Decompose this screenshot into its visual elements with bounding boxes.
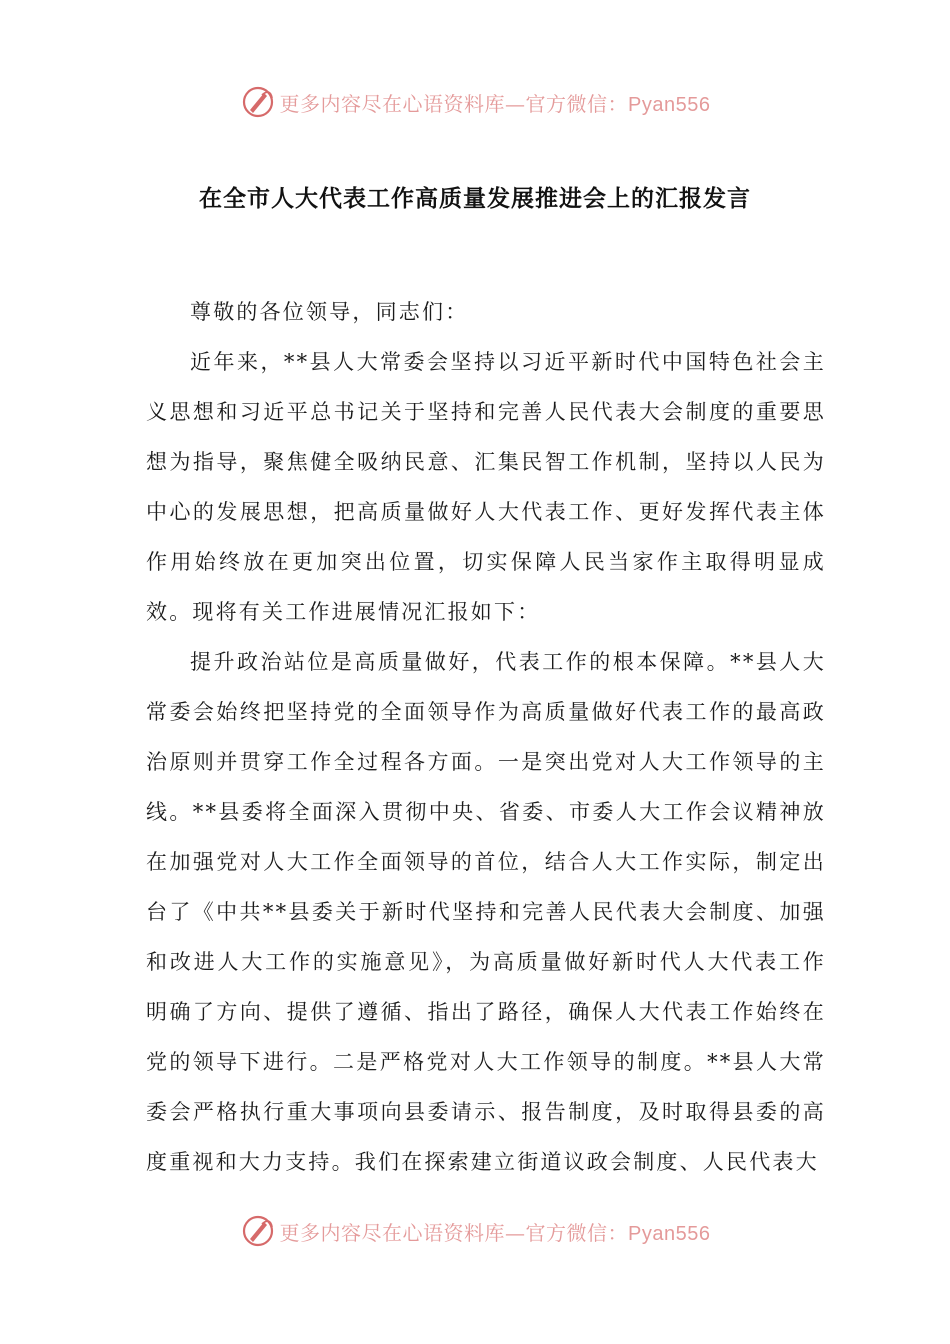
paragraph: 提升政治站位是高质量做好，代表工作的根本保障。**县人大常委会始终把坚持党的全面领导作为高质量做好代表工作的最高政治原则并贯穿工作全过程各方面。一是突出党对人大工作领导的主线。**县委将全面深入贯彻中央、省委、市委人大工作会议精神放在加强党对人大工作全面领导的首位，结合人大工作实际，制定出台了《中共**县委关于新时代坚持和完善人民代表大会制度、加强和改进人大工作的实施意见》，为高质量做好新时代人大代表工作明确了方向、提供了遵循、指出了路径，确保人大代表工作始终在党的领导下进行。二是严格党对人大工作领导的制度。**县人大常委会严格执行重大事项向县委请示、报告制度，及时取得县委的高度重视和大力支持。我们在探索建立街道议政会制度、人民代表大 bbox=[146, 650, 826, 1174]
watermark-text: 更多内容尽在心语资料库—官方微信：Pyan556 bbox=[279, 1220, 711, 1245]
pen-circle-logo-icon bbox=[240, 84, 276, 120]
footer-watermark bbox=[0, 1209, 950, 1253]
salutation: 尊敬的各位领导，同志们： bbox=[190, 300, 469, 324]
watermark-wechat-id: Pyan556 bbox=[628, 1222, 711, 1245]
watermark-wechat-id: Pyan556 bbox=[628, 93, 711, 116]
document-title: 在全市人大代表工作高质量发展推进会上的汇报发言 bbox=[199, 185, 751, 212]
document-body bbox=[146, 287, 826, 1187]
watermark-text: 更多内容尽在心语资料库—官方微信：Pyan556 bbox=[279, 91, 711, 116]
pen-circle-logo-icon bbox=[240, 1213, 276, 1249]
header-watermark bbox=[0, 80, 950, 124]
paragraph: 近年来，**县人大常委会坚持以习近平新时代中国特色社会主义思想和习近平总书记关于坚持和完善人民代表大会制度的重要思想为指导，聚焦健全吸纳民意、汇集民智工作机制，坚持以人民为中心的发展思想，把高质量做好人大代表工作、更好发挥代表主体作用始终放在更加突出位置，切实保障人民当家作主取得明显成效。现将有关工作进展情况汇报如下： bbox=[146, 350, 826, 624]
